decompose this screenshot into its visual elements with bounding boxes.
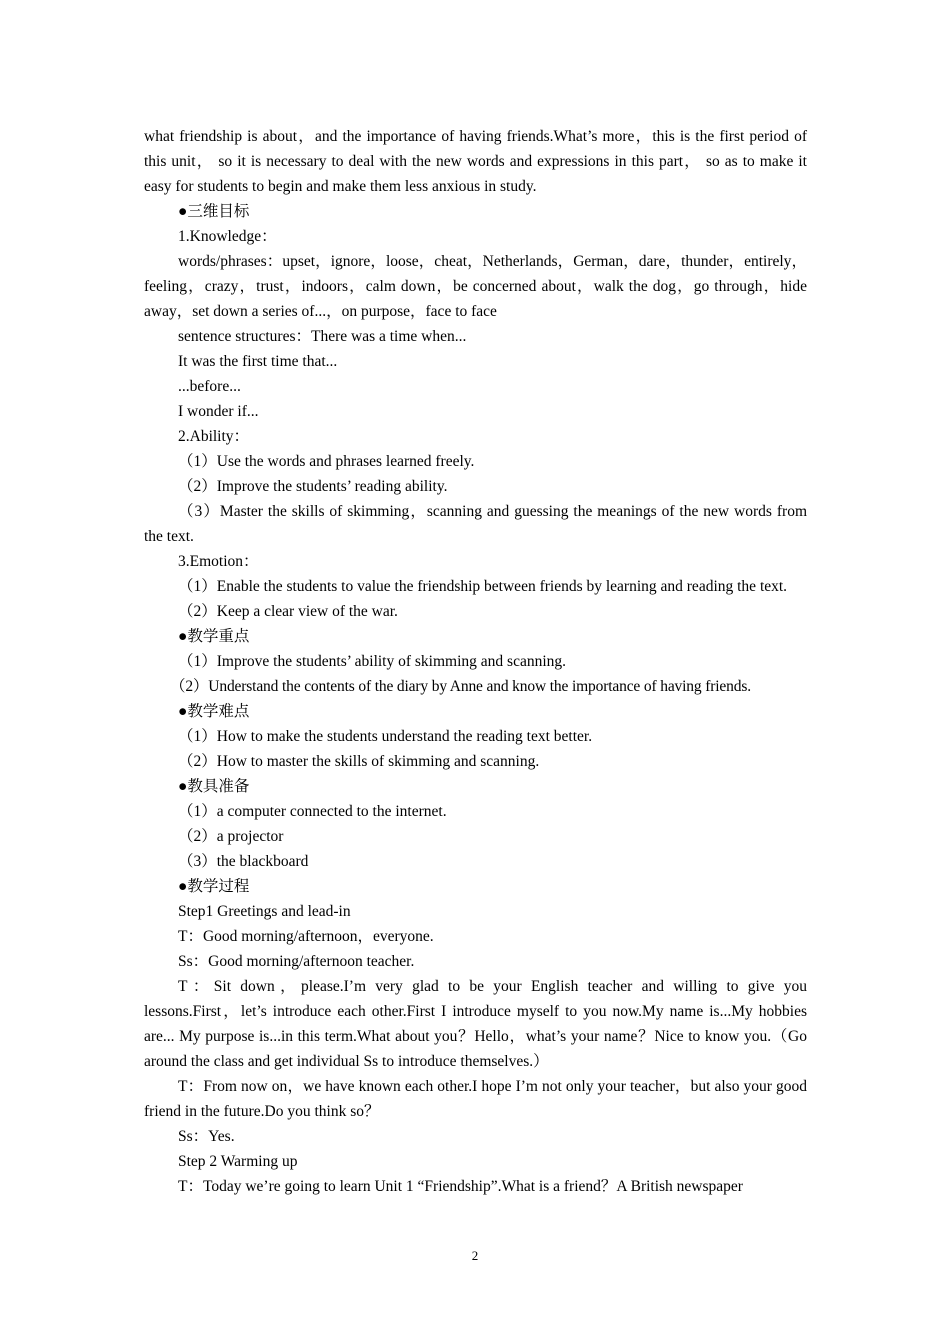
key-point-item: （1）Improve the students’ ability of skimming and scanning. xyxy=(178,653,567,670)
tool-item: （3）the blackboard xyxy=(178,853,309,870)
key-point-item: （2）Understand the contents of the diary by Anne and know the importance of having friends. xyxy=(170,678,751,695)
teacher-intro-paragraph: T：Sit down，please.I’m very glad to be your English teacher and willing to give you lessons.First，let’s introduce each other.First I introduce myself to you now.My name is...My hobbies are... My purpose is...in this term.What about you？Hello，what’s your name？Nice to know you.（Go around the class and get individual Ss to introduce themselves.） xyxy=(144,978,807,1070)
intro-paragraph: what friendship is about，and the importance of having friends.What’s more，this is the first period of this unit， so it is necessary to deal with the new words and expressions in this part， so as to make it easy for students to begin and make them less anxious in study. xyxy=(144,128,807,195)
knowledge-sentences-label: sentence structures：There was a time when... xyxy=(178,328,467,345)
process-heading: ●教学过程 xyxy=(178,878,250,895)
key-points-heading: ●教学重点 xyxy=(178,628,250,645)
ability-title: 2.Ability： xyxy=(178,428,250,445)
tool-item: （1）a computer connected to the internet. xyxy=(178,803,447,820)
teacher-today-paragraph: T：Today we’re going to learn Unit 1 “Friendship”.What is a friend？A British newspaper xyxy=(178,1178,743,1195)
difficulty-item: （1）How to make the students understand the reading text better. xyxy=(178,728,593,745)
difficulties-heading: ●教学难点 xyxy=(178,703,250,720)
sentence-structure: ...before... xyxy=(178,378,241,395)
ability-item: （1）Use the words and phrases learned freely. xyxy=(178,453,475,470)
emotion-item: （2）Keep a clear view of the war. xyxy=(178,603,398,620)
sentence-structure: It was the first time that... xyxy=(178,353,338,370)
objectives-heading: ●三维目标 xyxy=(178,203,250,220)
knowledge-title: 1.Knowledge： xyxy=(178,228,277,245)
step2-title: Step 2 Warming up xyxy=(178,1153,298,1170)
step1-title: Step1 Greetings and lead-in xyxy=(178,903,351,920)
tools-heading: ●教具准备 xyxy=(178,778,250,795)
page-content xyxy=(144,124,807,1199)
teacher-friend-paragraph: T：From now on，we have known each other.I hope I’m not only your teacher，but also your good friend in the future.Do you think so？ xyxy=(144,1078,807,1120)
page-number: 2 xyxy=(471,1248,479,1263)
difficulty-item: （2）How to master the skills of skimming and scanning. xyxy=(178,753,540,770)
sentence-structure: I wonder if... xyxy=(178,403,259,420)
ability-item: （2）Improve the students’ reading ability. xyxy=(178,478,448,495)
tool-item: （2）a projector xyxy=(178,828,284,845)
dialogue-line: T：Good morning/afternoon，everyone. xyxy=(178,928,434,945)
knowledge-words: words/phrases：upset，ignore，loose，cheat，Netherlands，German，dare，thunder，entirely，feeling，crazy，trust，indoors，calm down，be concerned about，walk the dog，go through，hide away，set down a series of...，on purpose，face to face xyxy=(144,253,807,320)
emotion-item: （1）Enable the students to value the friendship between friends by learning and reading the text. xyxy=(178,578,788,595)
emotion-title: 3.Emotion： xyxy=(178,553,259,570)
dialogue-line: Ss：Good morning/afternoon teacher. xyxy=(178,953,415,970)
ability-item: （3）Master the skills of skimming，scanning and guessing the meanings of the new words from the text. xyxy=(144,503,807,545)
students-reply: Ss：Yes. xyxy=(178,1128,235,1145)
